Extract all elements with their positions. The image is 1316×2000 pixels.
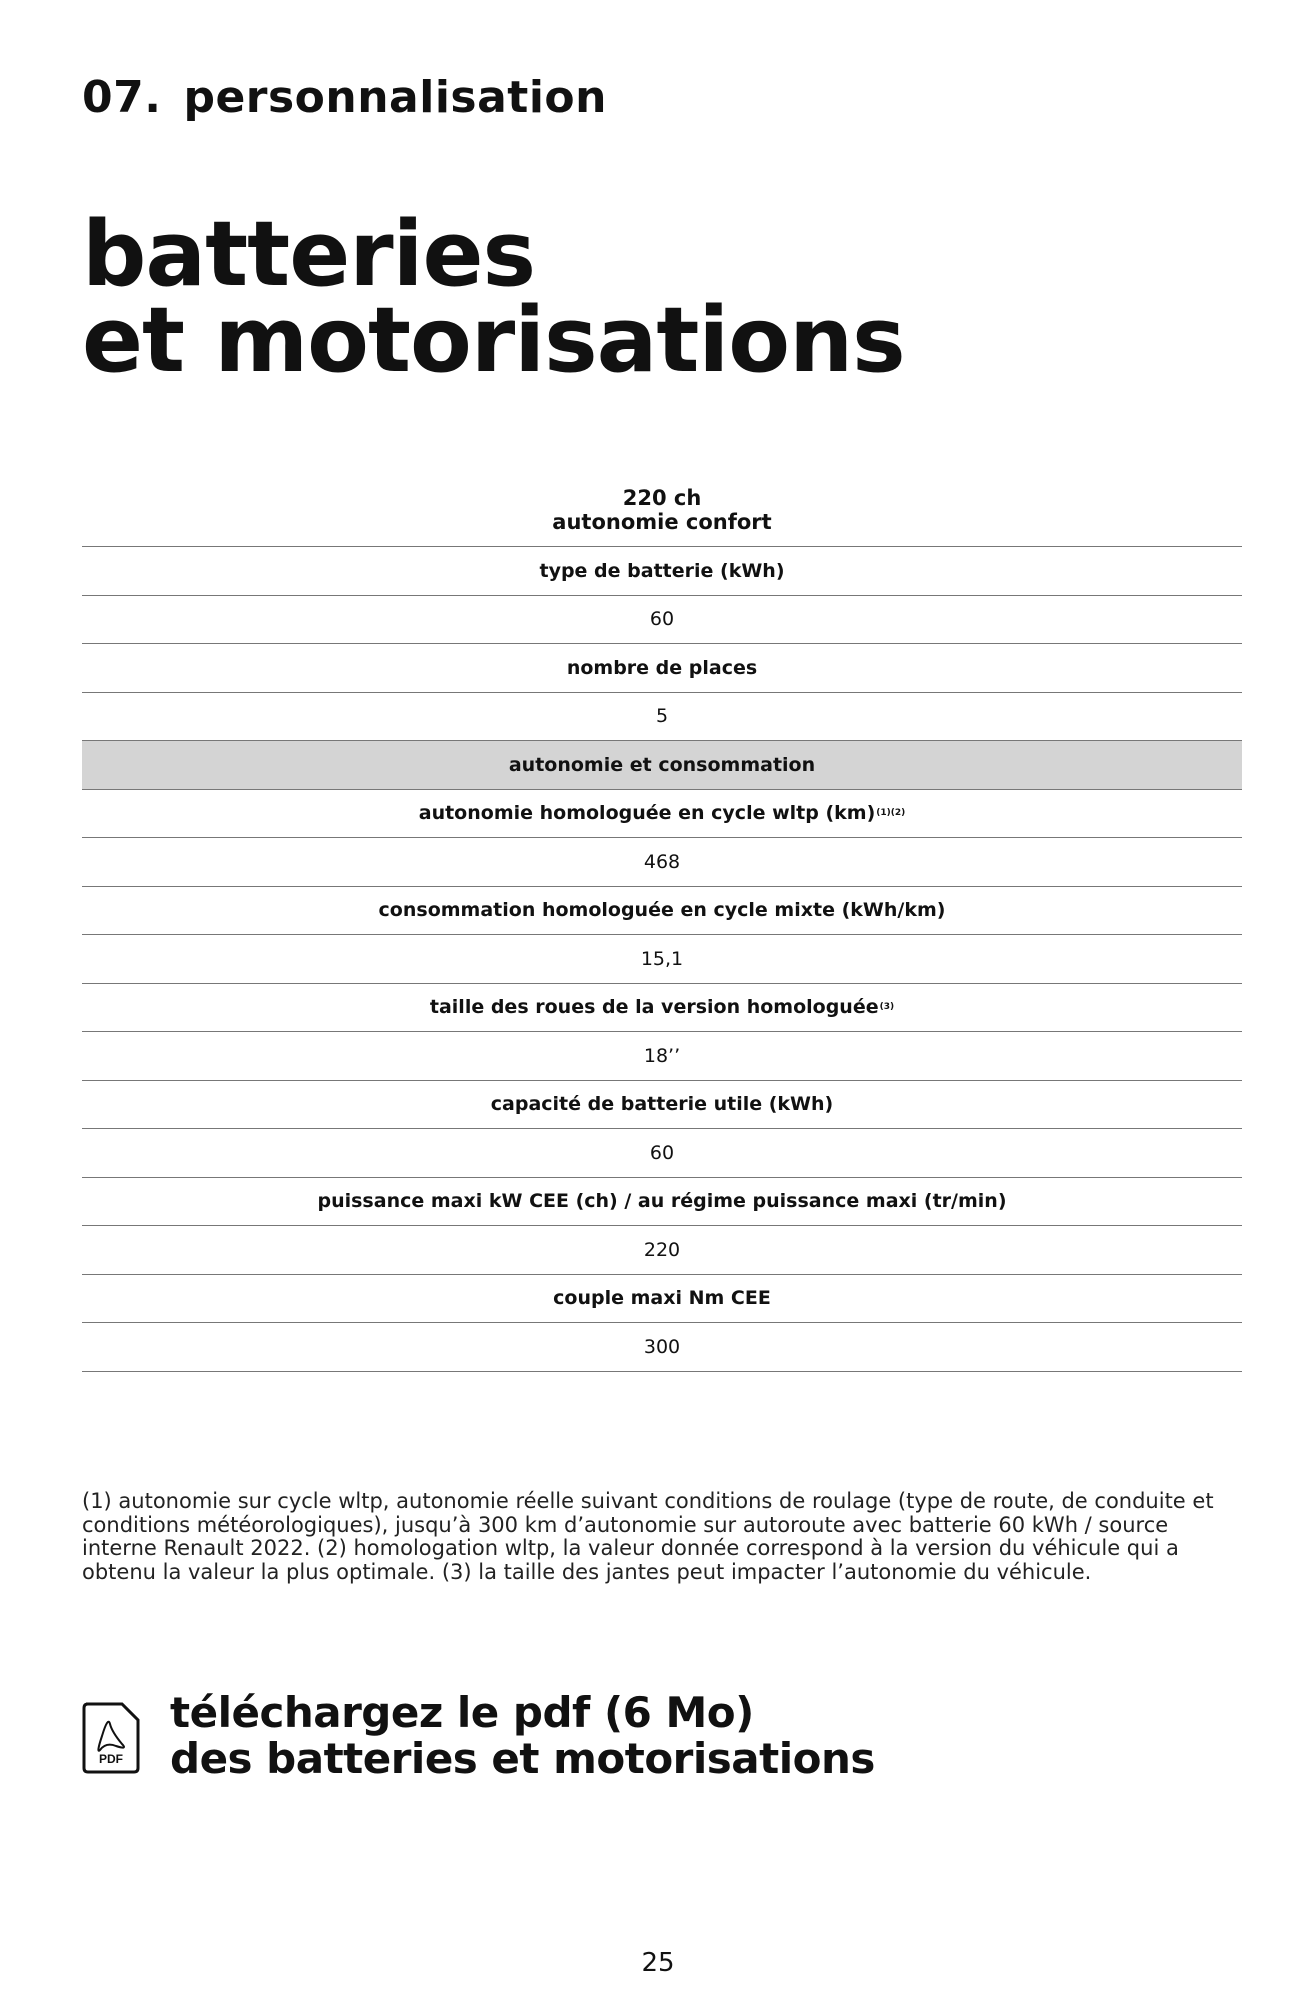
table-label-row xyxy=(82,1178,1242,1227)
footnote-ref: (1)(2) xyxy=(876,808,906,819)
table-label-row xyxy=(82,1275,1242,1324)
table-label-row xyxy=(82,887,1242,936)
table-value-row xyxy=(82,1032,1242,1081)
row-text: taille des roues de la version homologuée xyxy=(429,996,879,1019)
table-value-row xyxy=(82,693,1242,742)
table-value-row xyxy=(82,1129,1242,1178)
spec-table xyxy=(82,486,1242,1372)
header-version: autonomie confort xyxy=(552,510,772,534)
table-value-row xyxy=(82,838,1242,887)
page-title xyxy=(82,202,905,393)
row-text: 15,1 xyxy=(640,947,684,970)
section-number: 07. xyxy=(82,72,162,123)
download-line-1[interactable]: téléchargez le pdf (6 Mo) xyxy=(170,1688,754,1737)
table-value-row xyxy=(82,596,1242,645)
download-pdf-link[interactable] xyxy=(82,1690,875,1782)
row-text: 300 xyxy=(643,1335,681,1358)
table-value-row xyxy=(82,1226,1242,1275)
table-value-row xyxy=(82,1323,1242,1372)
pdf-icon-label: PDF xyxy=(99,1752,123,1766)
row-text: autonomie homologuée en cycle wltp (km) xyxy=(418,802,876,825)
row-text: consommation homologuée en cycle mixte (kWh/km) xyxy=(378,899,946,922)
table-value-row xyxy=(82,935,1242,984)
row-text: 18’’ xyxy=(643,1044,681,1067)
download-text[interactable] xyxy=(170,1690,875,1782)
spec-table-rows xyxy=(82,547,1242,1372)
table-label-row xyxy=(82,790,1242,839)
row-text: puissance maxi kW CEE (ch) / au régime puissance maxi (tr/min) xyxy=(317,1190,1007,1213)
row-text: nombre de places xyxy=(566,656,758,679)
pdf-file-icon xyxy=(82,1702,140,1774)
section-label xyxy=(82,72,607,123)
table-label-row xyxy=(82,547,1242,596)
row-text: 468 xyxy=(643,850,681,873)
row-text: type de batterie (kWh) xyxy=(539,559,785,582)
row-text: autonomie et consommation xyxy=(508,753,816,776)
page-title-line-2: et motorisations xyxy=(82,288,905,393)
page-title-line-1: batteries xyxy=(82,202,536,307)
spec-table-header xyxy=(82,486,1242,547)
header-power: 220 ch xyxy=(622,486,702,510)
row-text: 60 xyxy=(649,608,675,631)
table-label-row xyxy=(82,644,1242,693)
table-label-row xyxy=(82,984,1242,1033)
row-text: couple maxi Nm CEE xyxy=(553,1287,771,1310)
page-number: 25 xyxy=(641,1948,675,1978)
section-name: personnalisation xyxy=(183,72,607,123)
footnote-ref: (3) xyxy=(879,1002,895,1013)
table-label-row xyxy=(82,1081,1242,1130)
footnote: (1) autonomie sur cycle wltp, autonomie réelle suivant conditions de roulage (type de route, de conduite et conditions météorologiques), jusqu’à 300 km d’autonomie sur autoroute avec batterie 60 kWh / source interne Renault 2022. (2) homologation wltp, la valeur donnée correspond à la version du véhicule qui a obtenu la valeur la plus optimale. (3) la taille des jantes peut impacter l’autonomie du véhicule. xyxy=(82,1489,1214,1584)
row-text: capacité de batterie utile (kWh) xyxy=(490,1093,834,1116)
table-group-row xyxy=(82,741,1242,790)
download-line-2[interactable]: des batteries et motorisations xyxy=(170,1734,875,1783)
row-text: 220 xyxy=(643,1238,681,1261)
row-text: 60 xyxy=(649,1141,675,1164)
row-text: 5 xyxy=(655,705,669,728)
